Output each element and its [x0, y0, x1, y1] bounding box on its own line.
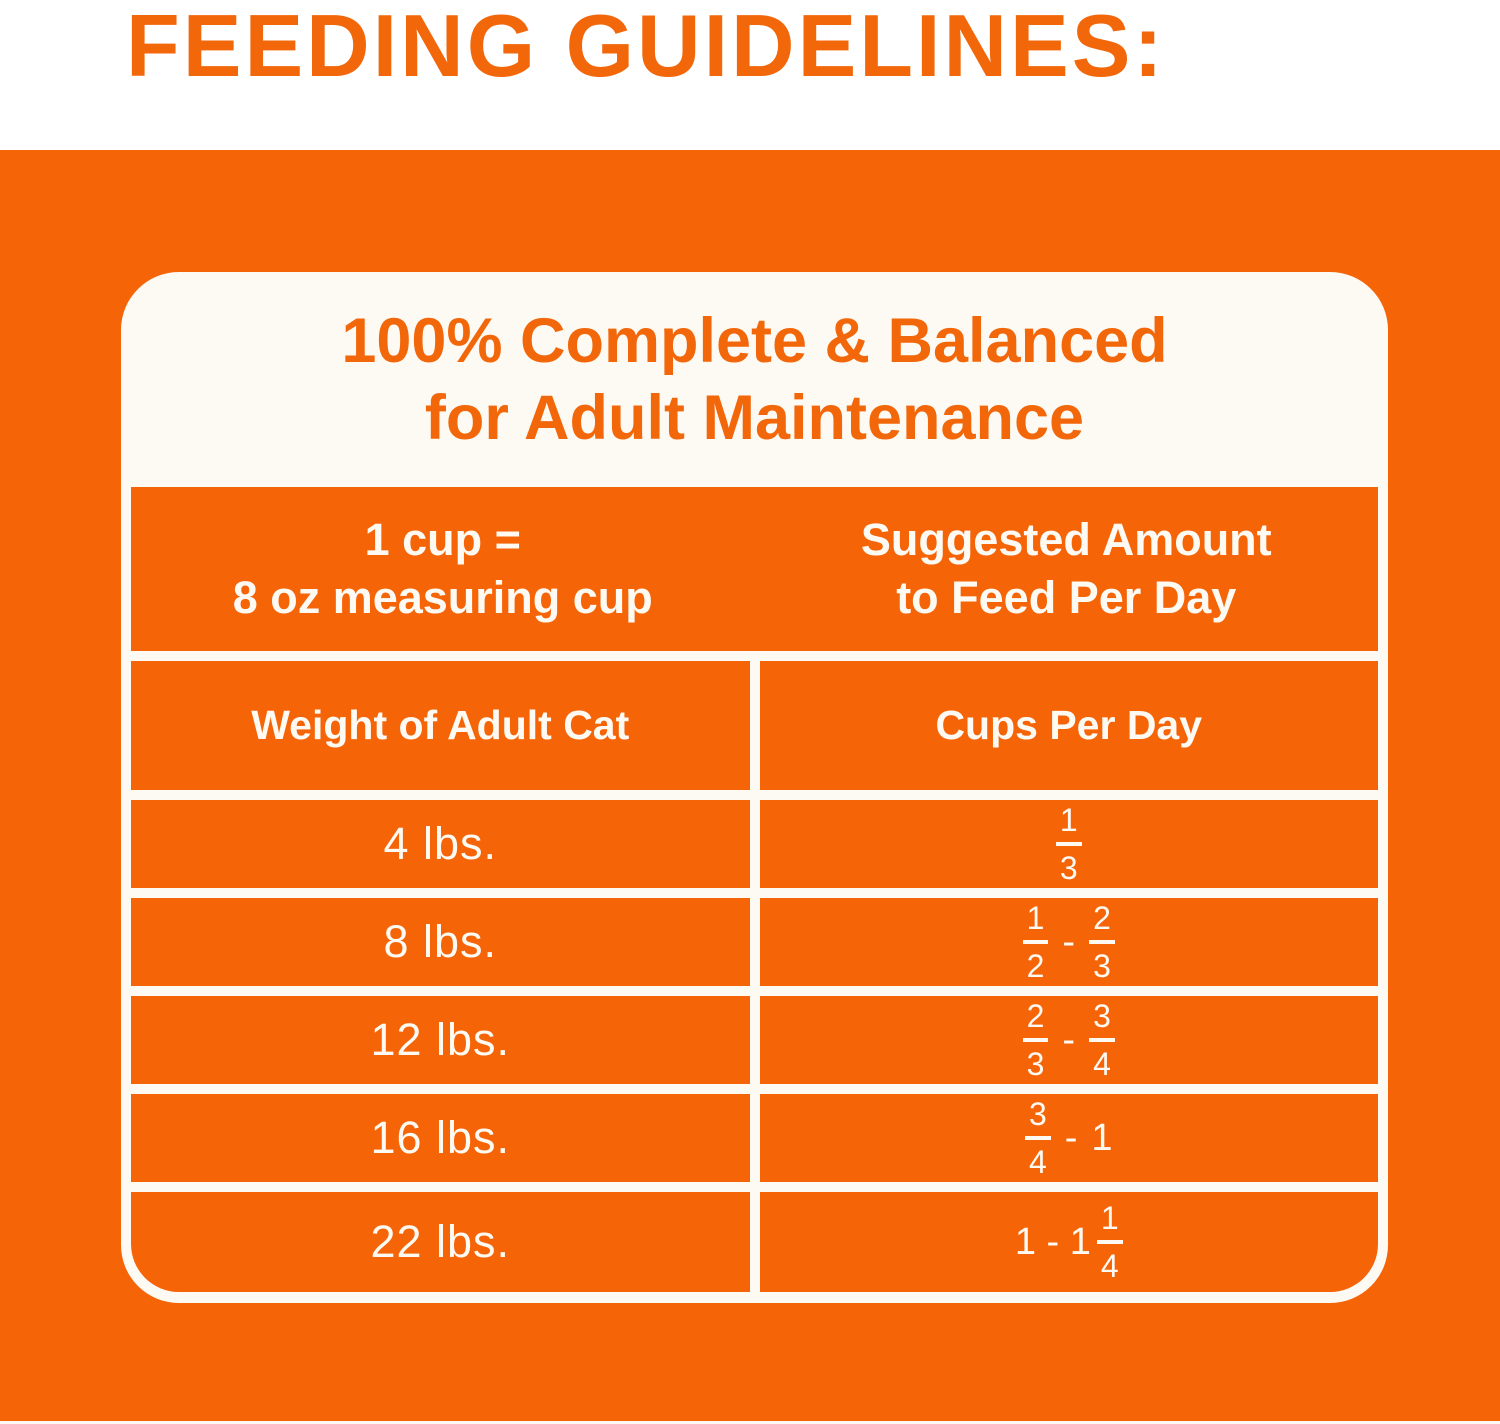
cups-cell — [760, 996, 1379, 1084]
page-title: FEEDING GUIDELINES: — [126, 0, 1166, 95]
fraction-denominator: 3 — [1059, 850, 1078, 886]
table-row — [131, 996, 1378, 1084]
fraction-denominator: 4 — [1028, 1144, 1047, 1180]
column-header-weight: Weight of Adult Cat — [131, 661, 750, 790]
cups-value — [1056, 804, 1082, 884]
fraction — [1097, 1202, 1123, 1282]
cups-cell — [760, 1094, 1379, 1182]
fraction — [1023, 1000, 1049, 1080]
weight-cell — [131, 996, 750, 1084]
suggested-amount-line-1: Suggested Amount — [860, 514, 1272, 565]
header-cell-cup-definition — [131, 487, 755, 651]
cups-value — [1023, 1000, 1115, 1080]
fraction-numerator: 3 — [1025, 1098, 1051, 1140]
card-title — [121, 272, 1388, 487]
feeding-guidelines-card — [121, 272, 1388, 1303]
cups-text: - — [1062, 921, 1076, 963]
column-header-cups: Cups Per Day — [760, 661, 1379, 790]
table-row — [131, 1192, 1378, 1292]
table-row — [131, 1094, 1378, 1182]
cups-cell — [760, 800, 1379, 888]
weight-value: 22 lbs. — [370, 1216, 511, 1267]
cups-text: 1 - 1 — [1014, 1221, 1091, 1263]
page-header — [0, 0, 1500, 150]
weight-value: 16 lbs. — [370, 1112, 511, 1163]
card-title-line-2: for Adult Maintenance — [424, 382, 1085, 453]
cups-value — [1025, 1098, 1113, 1178]
fraction-numerator: 1 — [1023, 902, 1049, 944]
fraction-numerator: 3 — [1089, 1000, 1115, 1042]
cups-cell — [760, 1192, 1379, 1292]
fraction-denominator: 2 — [1026, 948, 1045, 984]
fraction — [1025, 1098, 1051, 1178]
table-row — [131, 800, 1378, 888]
feeding-table — [121, 487, 1388, 1303]
weight-cell — [131, 1192, 750, 1292]
cups-text: 1 — [1091, 1117, 1113, 1159]
fraction — [1056, 804, 1082, 884]
cups-text: - — [1064, 1117, 1078, 1159]
table-row — [131, 898, 1378, 986]
fraction — [1089, 1000, 1115, 1080]
fraction — [1089, 902, 1115, 982]
fraction-numerator: 1 — [1097, 1202, 1123, 1244]
fraction-numerator: 2 — [1023, 1000, 1049, 1042]
weight-value: 4 lbs. — [383, 818, 498, 869]
table-header-row — [131, 487, 1378, 651]
cup-definition-line-1: 1 cup = — [364, 514, 521, 565]
cup-definition-line-2: 8 oz measuring cup — [232, 572, 653, 623]
fraction-denominator: 3 — [1093, 948, 1111, 984]
header-cell-suggested-amount — [755, 487, 1379, 651]
fraction-numerator: 2 — [1089, 902, 1115, 944]
weight-value: 8 lbs. — [383, 916, 498, 967]
weight-cell — [131, 1094, 750, 1182]
column-header-row — [131, 661, 1378, 790]
fraction-numerator: 1 — [1056, 804, 1082, 846]
cups-text: - — [1062, 1019, 1076, 1061]
suggested-amount-line-2: to Feed Per Day — [896, 572, 1237, 623]
fraction-denominator: 3 — [1026, 1046, 1045, 1082]
cups-value — [1023, 902, 1115, 982]
fraction — [1023, 902, 1049, 982]
fraction-denominator: 4 — [1100, 1248, 1119, 1284]
cups-value — [1015, 1202, 1123, 1282]
fraction-denominator: 4 — [1093, 1046, 1111, 1082]
weight-value: 12 lbs. — [370, 1014, 511, 1065]
weight-cell — [131, 898, 750, 986]
cups-cell — [760, 898, 1379, 986]
card-title-line-1: 100% Complete & Balanced — [341, 305, 1168, 376]
weight-cell — [131, 800, 750, 888]
